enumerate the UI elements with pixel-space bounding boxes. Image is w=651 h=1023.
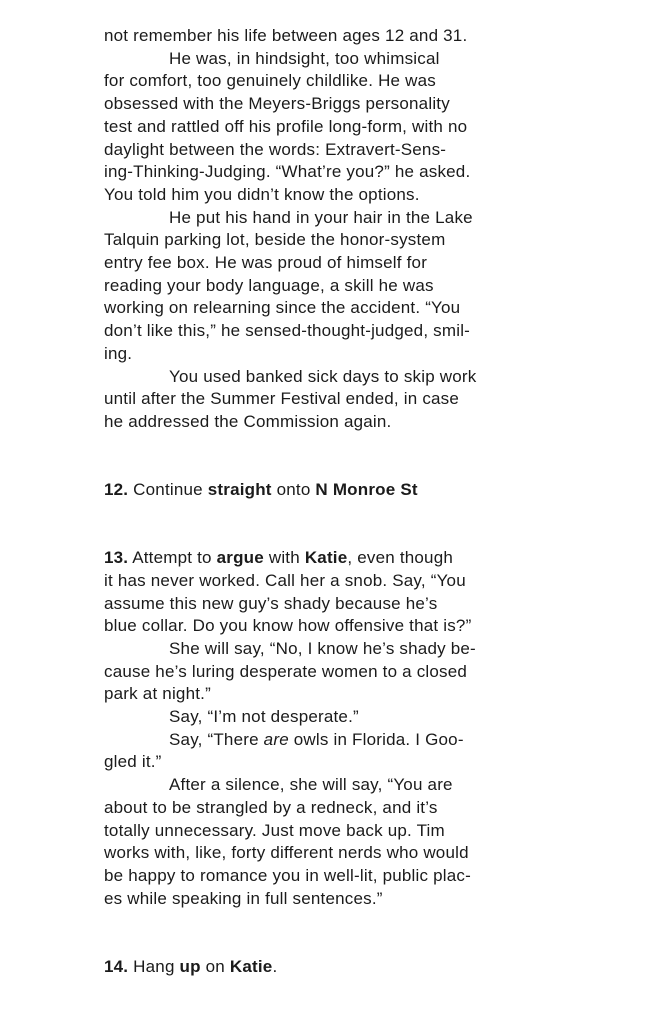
text-segment: be happy to romance you in well-lit, public plac- <box>104 865 471 885</box>
text-segment: Continue <box>128 480 208 500</box>
text-segment: After a silence, she will say, “You are <box>169 775 453 795</box>
text-segment: with <box>263 548 305 568</box>
text-line <box>104 48 611 71</box>
text-line <box>104 343 611 366</box>
text-line <box>104 25 611 48</box>
text-line <box>104 229 611 252</box>
text-line <box>104 956 611 979</box>
step-13 <box>104 547 611 910</box>
text-line <box>104 729 611 752</box>
text-line <box>104 706 611 729</box>
bold-text: Katie <box>304 548 348 568</box>
text-segment: assume this new guy’s shady because he’s <box>104 593 438 613</box>
text-line <box>104 275 611 298</box>
text-segment: test and rattled off his profile long-form, with no <box>104 116 468 136</box>
text-segment: cause he’s luring desperate women to a closed <box>104 661 468 681</box>
text-segment: owls in Florida. I Goo- <box>288 729 464 749</box>
text-segment: ing. <box>104 343 133 363</box>
step-12 <box>104 479 611 502</box>
text-line <box>104 161 611 184</box>
text-segment: Say, “There <box>169 729 264 749</box>
bold-text: argue <box>216 548 264 568</box>
italic-text: are <box>263 729 289 749</box>
text-segment: , even though <box>347 548 454 568</box>
text-segment: not remember his life between ages 12 and 31. <box>104 26 468 45</box>
text-line <box>104 615 611 638</box>
bold-text: up <box>179 956 201 976</box>
text-segment: obsessed with the Meyers-Briggs personality <box>104 94 450 114</box>
text-line <box>104 865 611 888</box>
bold-text: 14. <box>104 956 129 976</box>
bold-text: straight <box>207 480 272 500</box>
text-segment: blue collar. Do you know how offensive that is?” <box>104 616 472 636</box>
text-segment: Hang <box>128 956 180 976</box>
text-line <box>104 797 611 820</box>
text-segment: . <box>272 956 278 976</box>
text-line <box>104 661 611 684</box>
text-line <box>104 93 611 116</box>
text-segment: for comfort, too genuinely childlike. He was <box>104 71 436 91</box>
text-segment: Say, “I’m not desperate.” <box>169 707 359 727</box>
text-segment: He put his hand in your hair in the Lake <box>169 207 473 227</box>
narrative-paragraphs <box>104 25 611 434</box>
text-segment: reading your body language, a skill he was <box>104 275 434 295</box>
text-segment: totally unnecessary. Just move back up. Tim <box>104 820 445 840</box>
text-line <box>104 366 611 389</box>
text-line <box>104 842 611 865</box>
text-segment: don’t like this,” he sensed-thought-judged, smil- <box>104 321 471 341</box>
text-segment: You used banked sick days to skip work <box>169 366 477 386</box>
text-line <box>104 774 611 797</box>
text-line <box>104 184 611 207</box>
text-segment: He was, in hindsight, too whimsical <box>169 48 440 68</box>
text-segment: es while speaking in full sentences.” <box>104 888 383 908</box>
bold-text: N Monroe St <box>315 480 418 500</box>
text-segment: park at night.” <box>104 684 211 704</box>
text-segment: about to be strangled by a redneck, and it’s <box>104 797 438 817</box>
text-segment: on <box>200 956 230 976</box>
text-line <box>104 388 611 411</box>
text-line <box>104 570 611 593</box>
text-segment: onto <box>271 480 316 500</box>
text-segment: works with, like, forty different nerds who would <box>104 843 469 863</box>
text-line <box>104 252 611 275</box>
text-segment: entry fee box. He was proud of himself for <box>104 253 428 273</box>
text-line <box>104 70 611 93</box>
text-line <box>104 479 611 502</box>
text-line <box>104 116 611 139</box>
text-line <box>104 638 611 661</box>
text-segment: Talquin parking lot, beside the honor-system <box>104 230 446 250</box>
text-line <box>104 888 611 911</box>
text-segment: ing-Thinking-Judging. “What’re you?” he asked. <box>104 162 471 182</box>
text-line <box>104 751 611 774</box>
step-14 <box>104 956 611 979</box>
text-segment: She will say, “No, I know he’s shady be- <box>169 638 476 658</box>
text-segment: gled it.” <box>104 752 162 772</box>
bold-text: Katie <box>229 956 273 976</box>
text-line <box>104 820 611 843</box>
text-line <box>104 320 611 343</box>
text-segment: until after the Summer Festival ended, in case <box>104 389 460 409</box>
bold-text: 12. <box>104 480 129 500</box>
text-segment: Attempt to <box>128 548 217 568</box>
text-segment: daylight between the words: Extravert-Sens- <box>104 139 447 159</box>
text-segment: it has never worked. Call her a snob. Say, “You <box>104 570 466 590</box>
text-line <box>104 547 611 570</box>
text-segment: You told him you didn’t know the options. <box>104 184 420 204</box>
text-line <box>104 683 611 706</box>
text-line <box>104 139 611 162</box>
text-line <box>104 593 611 616</box>
text-segment: he addressed the Commission again. <box>104 411 392 431</box>
text-line <box>104 207 611 230</box>
text-line <box>104 297 611 320</box>
bold-text: 13. <box>104 548 129 568</box>
text-line <box>104 411 611 434</box>
text-segment: working on relearning since the accident. “You <box>104 298 461 318</box>
